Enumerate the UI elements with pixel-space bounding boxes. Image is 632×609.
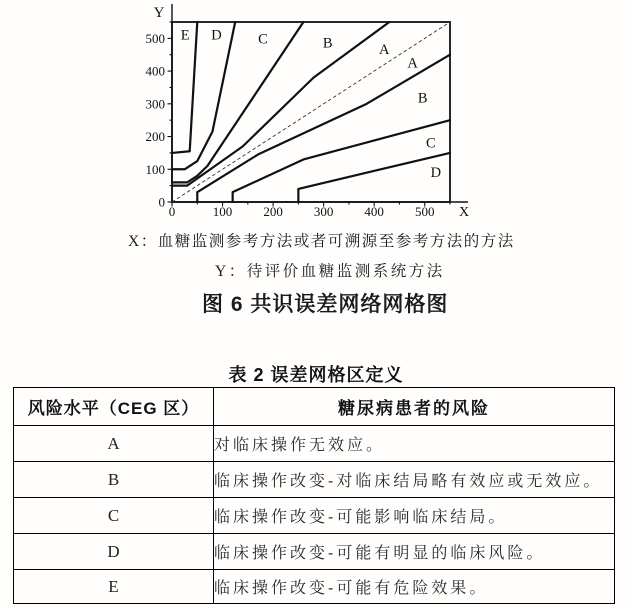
figure-x-axis-note: X：血糖监测参考方法或者可溯源至参考方法的方法 (128, 233, 515, 250)
x-axis-label: X (458, 205, 470, 220)
y-axis-label: Y (153, 5, 165, 21)
zone-label-D: D (430, 164, 442, 181)
zone-boundary-upper-A (172, 22, 389, 186)
x-tick-label: 300 (313, 204, 334, 219)
y-tick-label: 400 (145, 63, 165, 79)
zone-label-A: A (407, 55, 418, 72)
zone-label-B: B (322, 35, 333, 52)
header-risk-level: 风险水平（CEG 区） (14, 388, 214, 426)
risk-description-cell: 临床操作改变-可能有危险效果。 (214, 570, 615, 604)
zone-label-B: B (417, 90, 428, 107)
risk-level-cell: B (14, 462, 214, 498)
zone-label-A: A (379, 42, 390, 59)
consensus-error-grid-chart (128, 0, 480, 224)
identity-dashed-line (172, 22, 450, 202)
risk-description-cell: 临床操作改变-可能影响临床结局。 (214, 498, 615, 534)
table-row (14, 534, 615, 570)
risk-level-cell: E (14, 570, 214, 604)
zone-boundary-upper-C (172, 22, 235, 169)
risk-description-cell: 对临床操作无效应。 (214, 426, 615, 462)
table-header-row (14, 388, 615, 426)
figure-y-axis-note: Y：待评价血糖监测系统方法 (215, 263, 445, 280)
table-row (14, 462, 615, 498)
x-tick-labels (169, 204, 435, 219)
y-tick-label: 0 (158, 194, 165, 210)
x-tick-label: 200 (263, 204, 283, 219)
x-tick-label: 0 (168, 204, 176, 219)
x-tick-label: 400 (364, 204, 384, 219)
y-tick-label: 200 (145, 129, 165, 145)
y-tick-label: 100 (145, 161, 165, 177)
table-row (14, 570, 615, 604)
error-grid-definition-table (13, 387, 615, 604)
identity-line (172, 22, 450, 202)
zone-label-C: C (425, 135, 436, 152)
risk-description-cell: 临床操作改变-对临床结局略有效应或无效应。 (214, 462, 615, 498)
y-tick-label: 500 (145, 30, 165, 46)
zone-label-C: C (258, 31, 268, 48)
risk-description-cell: 临床操作改变-可能有明显的临床风险。 (214, 534, 615, 570)
x-tick-label: 100 (212, 204, 233, 219)
y-tick-labels (146, 31, 166, 210)
risk-level-cell: D (14, 534, 214, 570)
table-row (14, 498, 615, 534)
header-patient-risk: 糖尿病患者的风险 (214, 388, 615, 426)
table-row (14, 426, 615, 462)
zone-label-D: D (211, 27, 222, 44)
figure-caption: 图 6 共识误差网络网格图 (202, 293, 449, 316)
table-caption: 表 2 误差网格区定义 (228, 365, 404, 385)
zone-boundary-lower-C (298, 153, 450, 202)
zone-boundary-lower-A (197, 55, 450, 202)
x-tick-label: 500 (414, 204, 435, 219)
risk-level-cell: A (14, 426, 214, 462)
risk-level-cell: C (14, 498, 214, 534)
y-tick-label: 300 (145, 96, 165, 112)
zone-label-E: E (180, 27, 190, 44)
